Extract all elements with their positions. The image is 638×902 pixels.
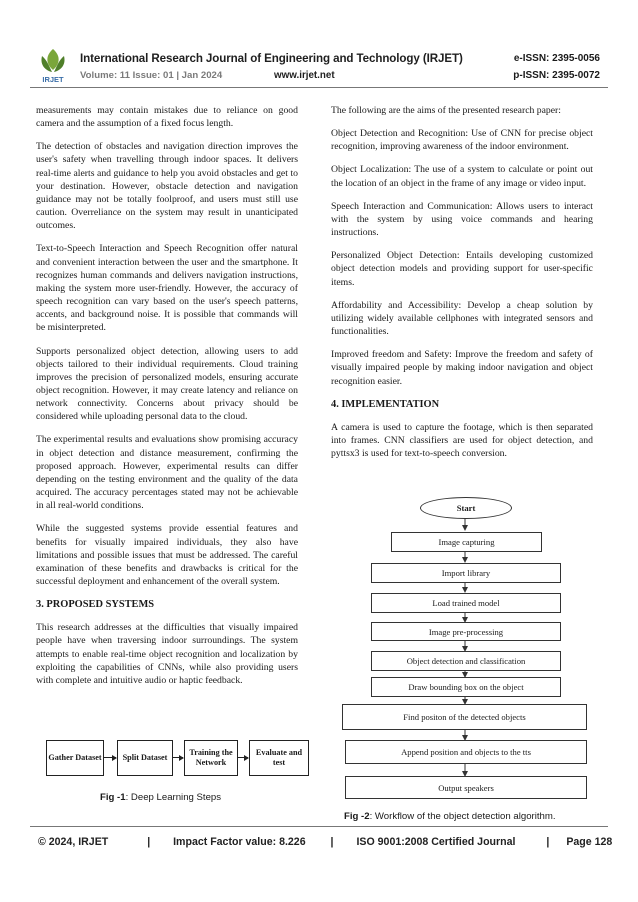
figure-1-diagram xyxy=(46,740,310,776)
pissn: p-ISSN: 2395-0072 xyxy=(513,70,600,81)
footer-page: Page 128 xyxy=(566,836,613,848)
paragraph: Text-to-Speech Interaction and Speech Recognition offer natural and convenient interaction between the user and the smartphone. It recognizes human commands and delivers navigation instructions, making the system more user-friendly. However, the accuracy of speech recognition can vary based on the user's speech patterns, accents, and background noise. It is possible that commands will be misinterpreted. xyxy=(36,243,298,334)
flow-step-image-capturing: Image capturing xyxy=(391,532,542,552)
paragraph: Supports personalized object detection, allowing users to add objects tailored to their individual requirements. Cloud training improves the precision of personalized models, ensuring accurate object recognition. However, it may create latency and reliance on network connectivity. Concerns about privacy should be considered while uploading personal data to the cloud. xyxy=(36,345,298,423)
footer-impact: Impact Factor value: 8.226 xyxy=(173,836,306,848)
fig1-box-split: Split Dataset xyxy=(117,740,173,776)
eissn: e-ISSN: 2395-0056 xyxy=(513,53,600,64)
paragraph: Object Detection and Recognition: Use of CNN for precise object recognition, improving awareness of the indoor environment. xyxy=(331,128,593,153)
footer-rule xyxy=(30,826,608,827)
logo-text: IRJET xyxy=(42,75,64,84)
paragraph: Speech Interaction and Communication: Allows users to interact with the system by using voice commands and hearing instructions. xyxy=(331,200,593,239)
flow-step-output-speakers: Output speakers xyxy=(345,776,587,799)
figure-1-caption xyxy=(100,792,221,803)
paragraph: measurements may contain mistakes due to reliance on good camera and the assumption of a fixed focus length. xyxy=(36,105,298,130)
fig1-arrow xyxy=(172,757,183,758)
flow-step-preprocessing: Image pre-processing xyxy=(371,622,561,641)
paragraph: While the suggested systems provide essential features and benefits for visually impaired individuals, they also have limitations and possible issues that must be addressed. The careful examination of these benefits and drawbacks is critical for the successful deployment and enhancement of the overall system. xyxy=(36,523,298,587)
fig1-box-train: Training the Network xyxy=(184,740,238,776)
footer-iso: ISO 9001:2008 Certified Journal xyxy=(356,836,516,848)
paragraph: Personalized Object Detection: Entails developing customized object detection models and providing support for user-specific items. xyxy=(331,250,593,288)
footer xyxy=(38,836,612,848)
volume-issue: Volume: 11 Issue: 01 | Jan 2024 xyxy=(80,70,223,81)
paragraph: The detection of obstacles and navigation direction improves the user's safety when travelling through indoor spaces. It delivers real-time alerts and guidance to help you avoid obstacles and get to your destination. However, obstacle detection and navigation guidance may not be totally foolproof, and users must still use caution. Overreliance on the system may result in unanticipated outcomes. xyxy=(36,141,298,232)
irjet-logo-icon xyxy=(34,46,72,84)
paragraph: A camera is used to capture the footage, which is then separated into frames. CNN classifiers are used for object detection, and pyttsx3 is used for text-to-speech conversion. xyxy=(331,421,593,460)
fig1-arrow xyxy=(237,757,248,758)
flow-step-import-library: Import library xyxy=(371,563,561,583)
caption-label: Fig -1 xyxy=(100,792,126,803)
right-column xyxy=(331,104,593,470)
paragraph: Improved freedom and Safety: Improve the freedom and safety of visually impaired people by making indoor navigation and object recognition easier. xyxy=(331,349,593,387)
flow-step-bounding-box: Draw bounding box on the object xyxy=(371,677,561,697)
flow-step-find-position: Find positon of the detected objects xyxy=(342,704,587,730)
caption-text: : Workflow of the object detection algorithm. xyxy=(369,811,556,822)
caption-text: : Deep Learning Steps xyxy=(125,792,222,803)
paragraph: Object Localization: The use of a system to calculate or point out the location of an object in the frame of any image or video input. xyxy=(331,164,593,189)
footer-separator: | xyxy=(330,836,334,848)
left-column xyxy=(36,104,298,697)
flow-start: Start xyxy=(420,497,512,519)
paragraph: This research addresses at the difficulties that visually impaired people have when traversing indoor surroundings. The system attempts to enable real-time object recognition and localization by exploiting the capabilities of CNNs, while also providing users with complete and intuitive audio or haptic feedback. xyxy=(36,622,298,686)
section-heading-implementation: 4. IMPLEMENTATION xyxy=(331,398,440,410)
flow-step-append-tts: Append position and objects to the tts xyxy=(345,740,587,764)
footer-separator: | xyxy=(147,836,151,848)
fig1-arrow xyxy=(103,757,116,758)
journal-url[interactable]: www.irjet.net xyxy=(274,70,335,81)
paragraph: The following are the aims of the presented research paper: xyxy=(331,105,561,116)
fig1-box-evaluate: Evaluate and test xyxy=(249,740,309,776)
paragraph: Affordability and Accessibility: Develop a cheap solution by utilizing widely available cellphones with integrated sensors and functionalities. xyxy=(331,299,593,338)
journal-title: International Research Journal of Engineering and Technology (IRJET) xyxy=(80,52,463,65)
header-rule xyxy=(30,87,608,88)
caption-label: Fig -2 xyxy=(344,811,370,822)
section-heading-proposed: 3. PROPOSED SYSTEMS xyxy=(36,599,155,611)
flow-step-detection: Object detection and classification xyxy=(371,651,561,671)
footer-separator: | xyxy=(546,836,550,848)
fig1-box-gather: Gather Dataset xyxy=(46,740,104,776)
flow-step-load-model: Load trained model xyxy=(371,593,561,613)
figure-2-caption xyxy=(344,811,556,822)
paragraph: The experimental results and evaluations show promising accuracy in object detection and distance measurement, confirming the proposed approach. However, experimental results can differ depending on the testing environment and the quality of the data acquired. The accuracy percentages stated may not be achievable in all real-world conditions. xyxy=(36,434,298,512)
footer-copyright: © 2024, IRJET xyxy=(38,836,109,848)
